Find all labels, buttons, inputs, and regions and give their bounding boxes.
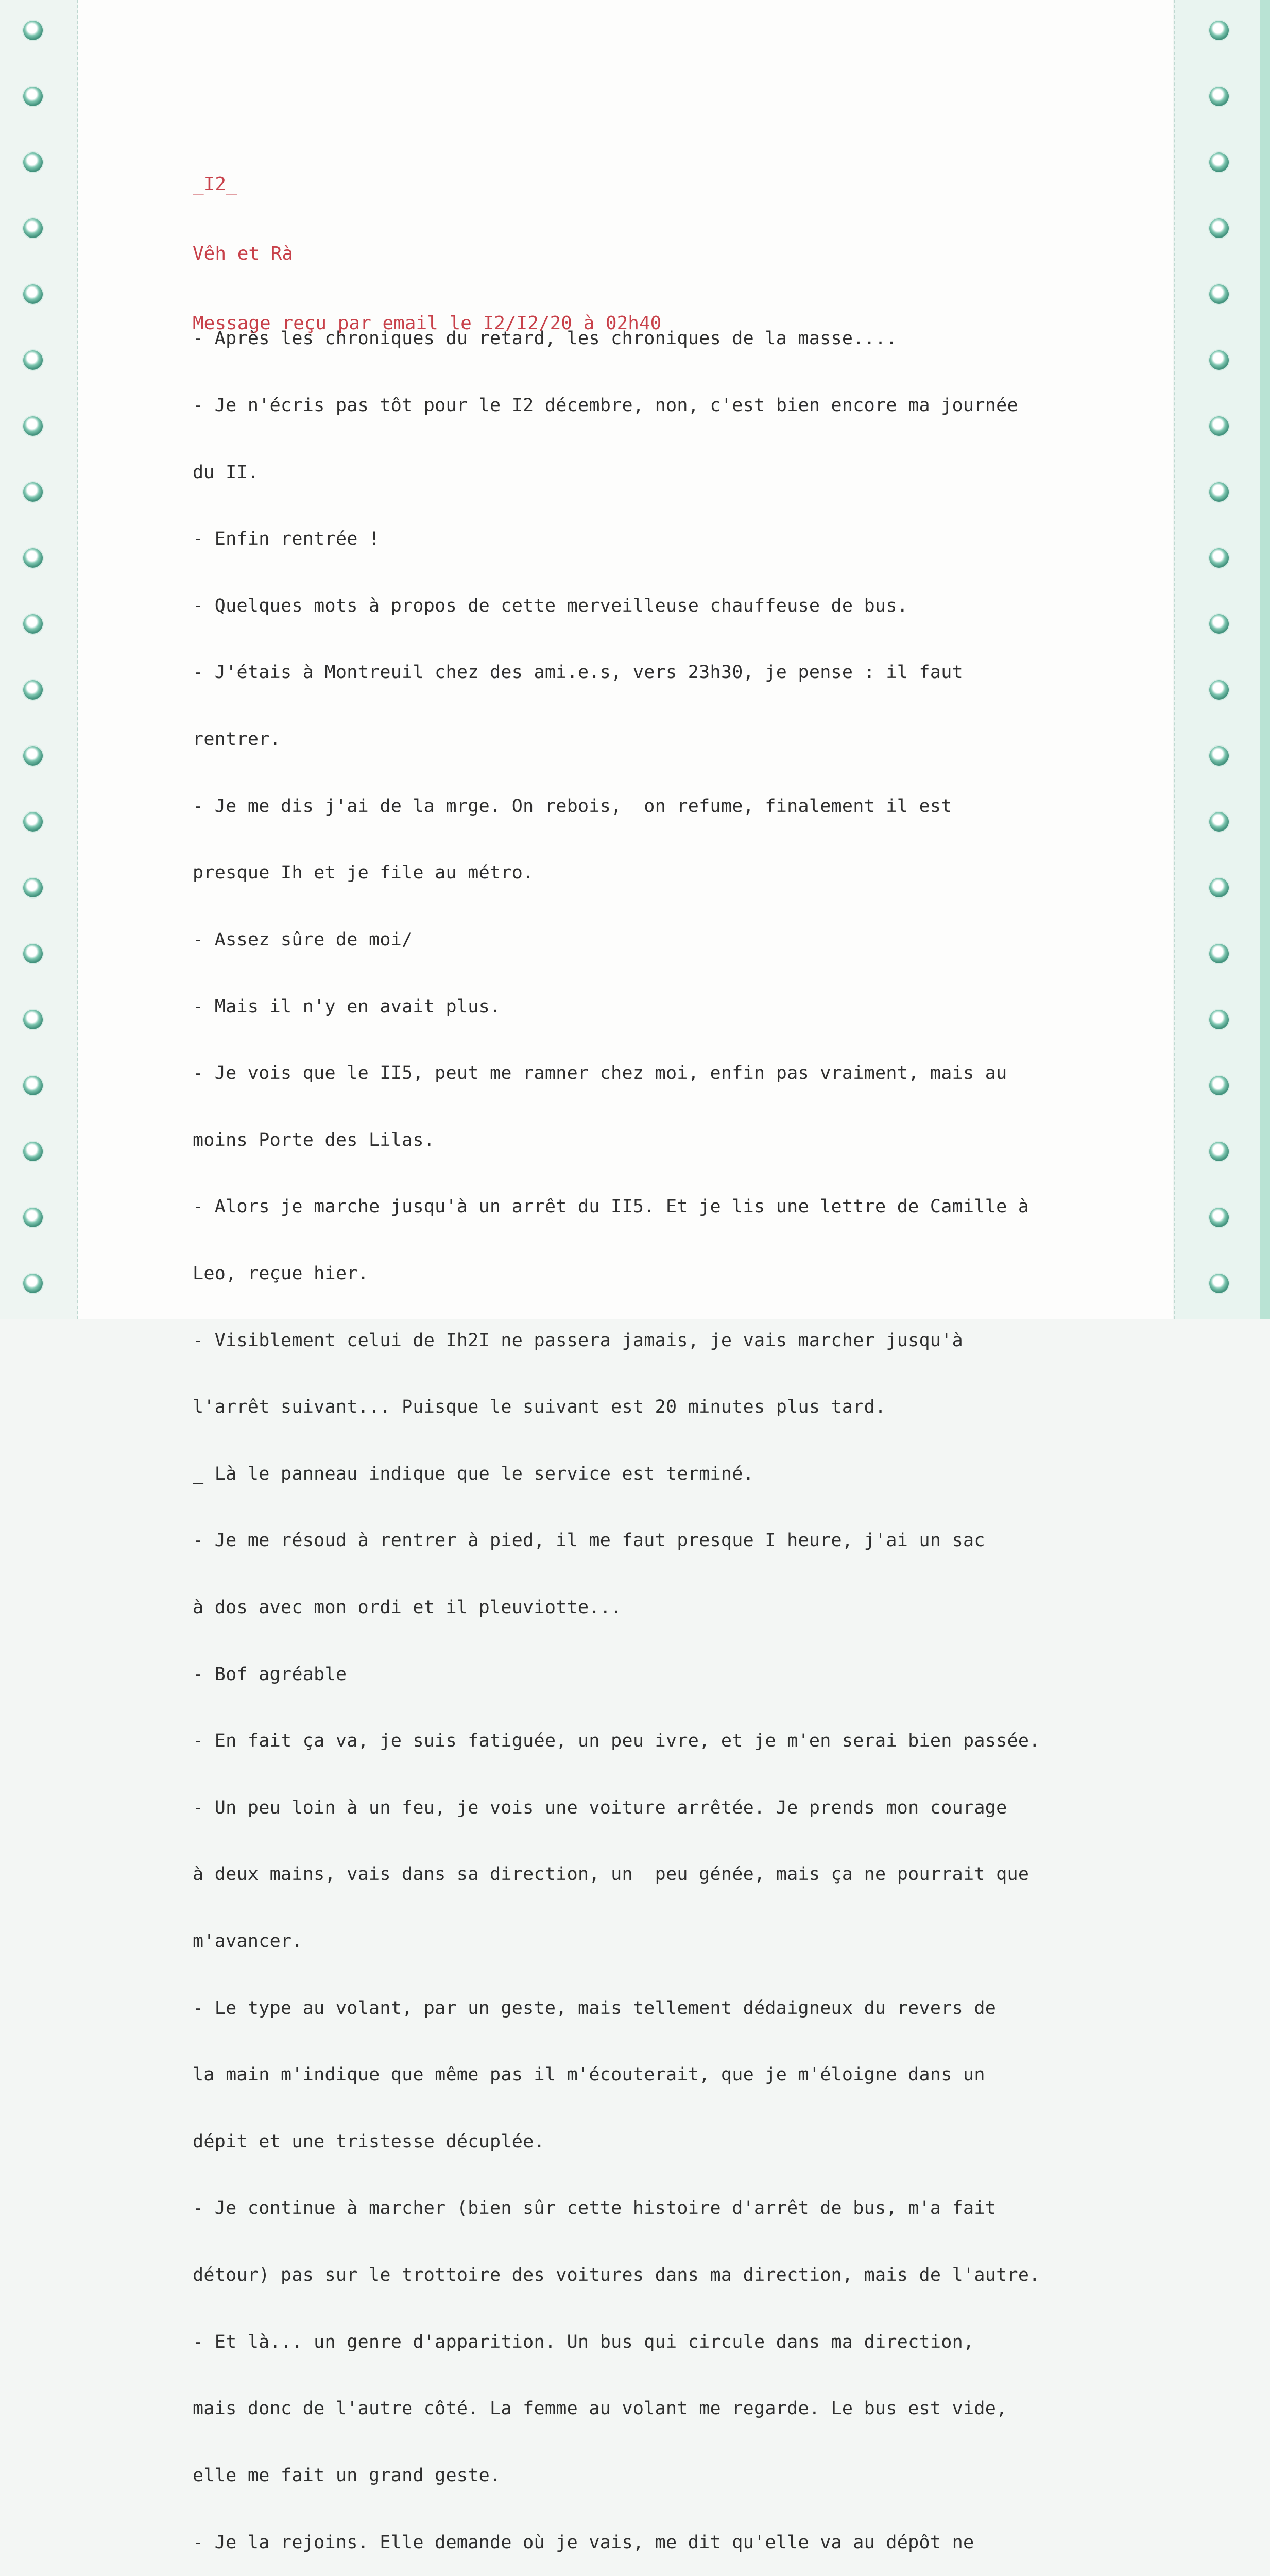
body-line: - Je continue à marcher (bien sûr cette histoire d'arrêt de bus, m'a fait: [193, 2198, 997, 2219]
body-line: m'avancer.: [193, 1931, 303, 1952]
body-line: - Je n'écris pas tôt pour le I2 décembre, non, c'est bien encore ma journée: [193, 395, 1018, 416]
body-line: - Quelques mots à propos de cette merveilleuse chauffeuse de bus.: [193, 595, 908, 616]
body-line: - Je me dis j'ai de la mrge. On rebois, on refume, finalement il est: [193, 795, 952, 817]
perforation-hole: [1209, 614, 1229, 634]
body-line: - Et là... un genre d'apparition. Un bus qui circule dans ma direction,: [193, 2331, 974, 2352]
perforation-hole: [23, 21, 43, 40]
message-body: [193, 283, 1040, 2576]
body-line: - Visiblement celui de Ih2I ne passera jamais, je vais marcher jusqu'à: [193, 1330, 964, 1351]
perforation-hole: [1209, 21, 1229, 40]
body-line: rentrer.: [193, 729, 281, 750]
perforation-hole: [23, 284, 43, 304]
perforation-hole: [23, 1076, 43, 1095]
entry-meta: Message reçu par email le I2/I2/20 à 02h40: [193, 313, 662, 334]
perforation-hole: [1209, 218, 1229, 238]
perforation-hole: [23, 944, 43, 963]
perforation-hole: [23, 350, 43, 370]
body-line: - Je la rejoins. Elle demande où je vais, me dit qu'elle va au dépôt ne: [193, 2532, 974, 2553]
body-line: presque Ih et je file au métro.: [193, 862, 534, 884]
perforation-hole: [23, 1208, 43, 1227]
body-line: - Un peu loin à un feu, je vois une voiture arrêtée. Je prends mon courage: [193, 1797, 1007, 1818]
body-line: - Assez sûre de moi/: [193, 929, 413, 950]
body-line: moins Porte des Lilas.: [193, 1129, 435, 1150]
body-line: mais donc de l'autre côté. La femme au volant me regarde. Le bus est vide,: [193, 2398, 1007, 2419]
body-line: à dos avec mon ordi et il pleuviotte...: [193, 1597, 622, 1618]
right-tractor-strip: [1174, 0, 1270, 1319]
perforation-hole: [1209, 284, 1229, 304]
perforation-hole: [23, 878, 43, 897]
body-line: - Le type au volant, par un geste, mais tellement dédaigneux du revers de: [193, 1997, 997, 2019]
perforation-hole: [23, 680, 43, 700]
body-line: elle me fait un grand geste.: [193, 2465, 501, 2486]
body-line: - Après les chroniques du retard, les chroniques de la masse....: [193, 328, 897, 349]
perforation-hole: [23, 746, 43, 766]
entry-title: Vêh et Rà: [193, 243, 294, 264]
perforation-hole: [1209, 1208, 1229, 1227]
left-tractor-strip: [0, 0, 78, 1319]
perforation-hole: [1209, 152, 1229, 172]
perforation-hole: [23, 1274, 43, 1293]
body-line: - Bof agréable: [193, 1664, 347, 1685]
perforation-hole: [23, 812, 43, 832]
perforation-hole: [23, 1142, 43, 1161]
body-line: dépit et une tristesse décuplée.: [193, 2131, 545, 2152]
body-line: l'arrêt suivant... Puisque le suivant est 20 minutes plus tard.: [193, 1397, 886, 1418]
perforation-hole: [1209, 812, 1229, 832]
perforation-hole: [1209, 482, 1229, 502]
perforation-hole: [1209, 1274, 1229, 1293]
perforation-hole: [1209, 878, 1229, 897]
perforation-hole: [23, 482, 43, 502]
body-line: la main m'indique que même pas il m'écouterait, que je m'éloigne dans un: [193, 2064, 985, 2086]
perforation-hole: [1209, 87, 1229, 106]
body-line: - Enfin rentrée !: [193, 529, 380, 550]
body-line: - J'étais à Montreuil chez des ami.e.s, vers 23h30, je pense : il faut: [193, 662, 964, 683]
perforation-hole: [1209, 350, 1229, 370]
entry-number: _I2_: [193, 174, 237, 195]
body-line: à deux mains, vais dans sa direction, un peu génée, mais ça ne pourrait que: [193, 1864, 1029, 1885]
perforation-hole: [23, 218, 43, 238]
perforation-hole: [23, 87, 43, 106]
perforation-hole: [23, 614, 43, 634]
perforation-hole: [1209, 548, 1229, 568]
perforation-hole: [23, 152, 43, 172]
perforation-hole: [1209, 416, 1229, 436]
perforation-hole: [1209, 944, 1229, 963]
body-line: du II.: [193, 462, 259, 483]
body-line: - En fait ça va, je suis fatiguée, un peu ivre, et je m'en serai bien passée.: [193, 1731, 1040, 1752]
body-line: - Alors je marche jusqu'à un arrêt du II5. Et je lis une lettre de Camille à: [193, 1196, 1029, 1217]
body-line: - Je me résoud à rentrer à pied, il me faut presque I heure, j'ai un sac: [193, 1530, 985, 1551]
perforation-hole: [1209, 1076, 1229, 1095]
body-line: détour) pas sur le trottoire des voitures dans ma direction, mais de l'autre.: [193, 2265, 1040, 2286]
perforation-hole: [1209, 680, 1229, 700]
perforation-hole: [23, 1010, 43, 1029]
perforation-hole: [1209, 746, 1229, 766]
body-line: Leo, reçue hier.: [193, 1263, 369, 1284]
perforation-hole: [1209, 1142, 1229, 1161]
body-line: _ Là le panneau indique que le service est terminé.: [193, 1463, 754, 1484]
perforation-hole: [23, 416, 43, 436]
body-line: - Mais il n'y en avait plus.: [193, 996, 501, 1017]
perforation-hole: [23, 548, 43, 568]
perforation-hole: [1209, 1010, 1229, 1029]
body-line: - Je vois que le II5, peut me ramner chez moi, enfin pas vraiment, mais au: [193, 1063, 1007, 1084]
